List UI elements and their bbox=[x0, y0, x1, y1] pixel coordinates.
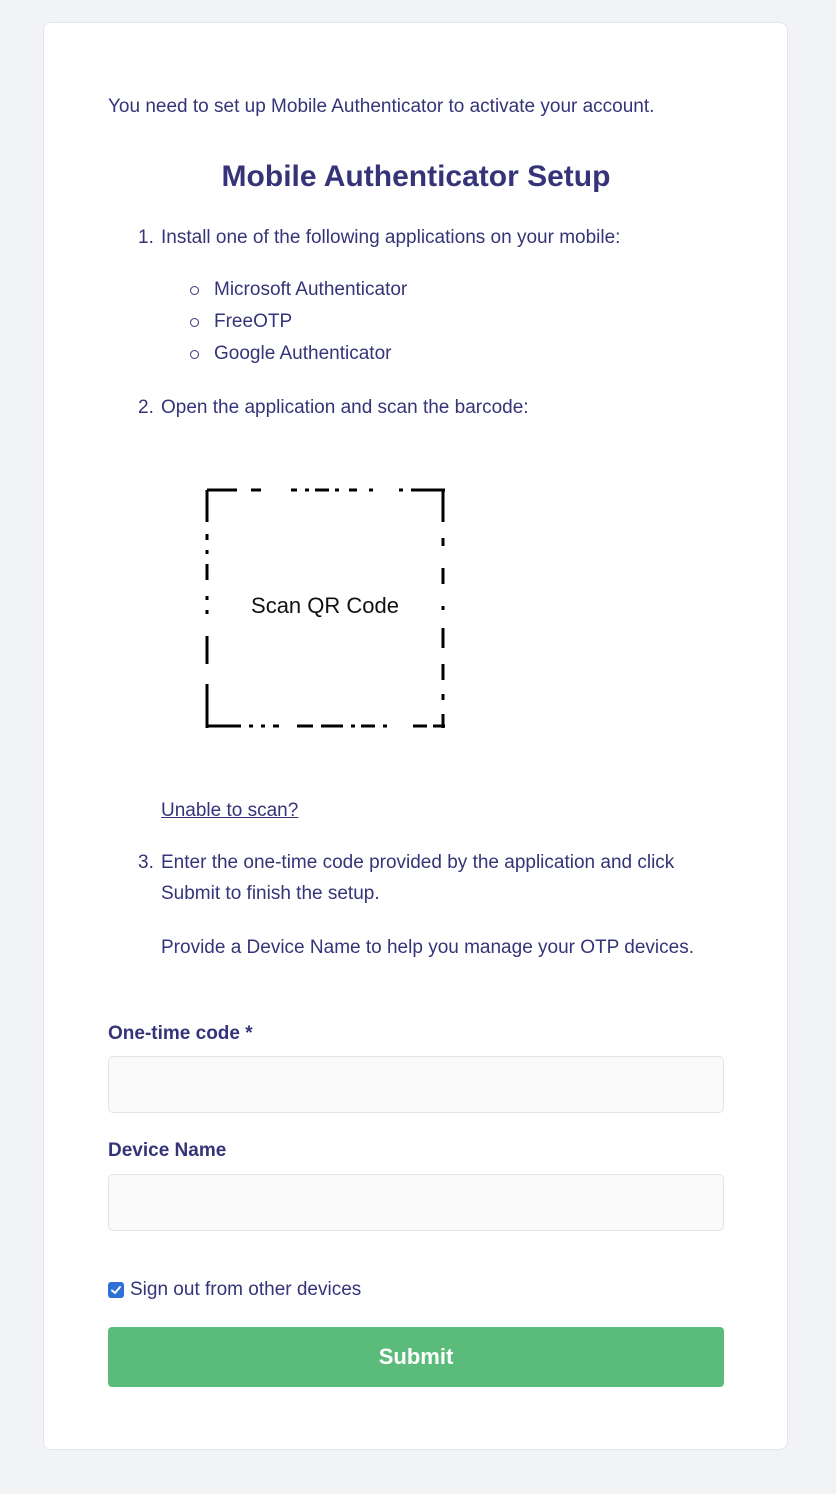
otp-label: One-time code * bbox=[108, 1023, 253, 1044]
step-3-text: Enter the one-time code provided by the application and click Submit to finish the setup. bbox=[161, 852, 675, 904]
device-name-label: Device Name bbox=[108, 1140, 227, 1161]
unable-to-scan-link[interactable]: Unable to scan? bbox=[161, 800, 299, 821]
qr-placeholder-label: Scan QR Code bbox=[251, 593, 399, 618]
app-name: FreeOTP bbox=[214, 311, 293, 332]
step-1-number: 1. bbox=[138, 227, 154, 248]
circle-bullet-icon bbox=[190, 286, 199, 295]
step-2-text: Open the application and scan the barcode: bbox=[161, 397, 529, 418]
circle-bullet-icon bbox=[190, 318, 199, 327]
page-title: Mobile Authenticator Setup bbox=[221, 160, 611, 193]
signout-checkbox[interactable] bbox=[108, 1282, 124, 1298]
step-1-text: Install one of the following applications on your mobile: bbox=[161, 227, 621, 248]
list-item bbox=[190, 338, 407, 370]
submit-button[interactable]: Submit bbox=[108, 1327, 724, 1387]
setup-card bbox=[43, 22, 788, 1450]
signout-label: Sign out from other devices bbox=[130, 1279, 362, 1300]
step-2-number: 2. bbox=[138, 397, 154, 418]
signout-option[interactable] bbox=[108, 1276, 361, 1304]
checkmark-icon bbox=[110, 1284, 122, 1296]
circle-bullet-icon bbox=[190, 350, 199, 359]
authenticator-app-list bbox=[190, 274, 407, 370]
device-name-hint: Provide a Device Name to help you manage your OTP devices. bbox=[161, 937, 694, 958]
device-name-input[interactable] bbox=[108, 1174, 724, 1231]
app-name: Google Authenticator bbox=[214, 343, 392, 364]
list-item bbox=[190, 306, 407, 338]
intro-text: You need to set up Mobile Authenticator to activate your account. bbox=[108, 96, 655, 117]
step-3-number: 3. bbox=[138, 852, 154, 873]
app-name: Microsoft Authenticator bbox=[214, 279, 408, 300]
otp-input[interactable] bbox=[108, 1056, 724, 1113]
list-item bbox=[190, 274, 407, 306]
